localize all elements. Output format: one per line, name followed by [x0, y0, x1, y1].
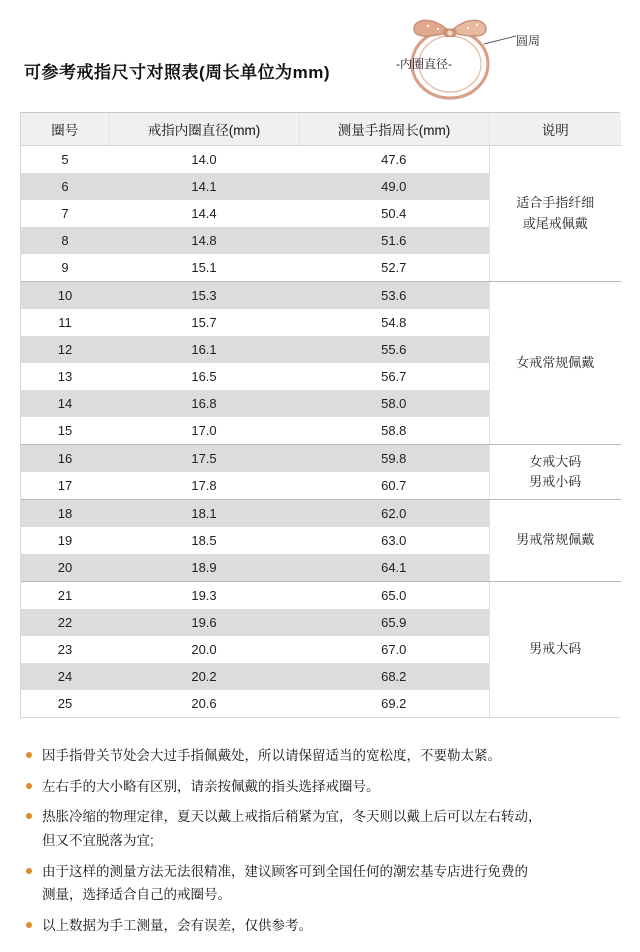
table-row [21, 282, 621, 310]
cell-circumference: 56.7 [299, 363, 489, 390]
group-note-line1: 女戒大码 [529, 453, 582, 469]
cell-diameter: 15.7 [109, 309, 299, 336]
cell-diameter: 15.3 [109, 282, 299, 310]
cell-circumference: 65.9 [299, 609, 489, 636]
cell-circumference: 60.7 [299, 472, 489, 500]
footnote-line1: 热胀冷缩的物理定律，夏天以戴上戒指后稍紧为宜，冬天则以戴上后可以左右转动， [42, 809, 542, 825]
footnote-line1: 由于这样的测量方法无法很精准，建议顾客可到全国任何的潮宏基专店进行免费的 [42, 863, 528, 879]
cell-diameter: 19.3 [109, 582, 299, 610]
cell-circumference: 58.0 [299, 390, 489, 417]
group-note-line1: 男戒大码 [529, 641, 582, 657]
col-header-diameter: 戒指内圈直径(mm) [109, 113, 299, 146]
table-row [21, 445, 621, 473]
cell-diameter: 18.1 [109, 500, 299, 528]
cell-diameter: 17.0 [109, 417, 299, 445]
group-note-line1: 适合手指纤细 [516, 195, 595, 211]
footnote-item [26, 914, 614, 938]
group-note-line2: 或尾戒佩戴 [522, 215, 588, 231]
cell-circumference: 51.6 [299, 227, 489, 254]
cell-size: 12 [21, 336, 109, 363]
table-row [21, 500, 621, 528]
cell-size: 17 [21, 472, 109, 500]
header [0, 0, 640, 112]
callout-inner-diameter: -内圈直径- [396, 57, 452, 71]
cell-size: 9 [21, 254, 109, 282]
cell-diameter: 17.8 [109, 472, 299, 500]
cell-circumference: 67.0 [299, 636, 489, 663]
callout-circumference: 圆周 [516, 34, 541, 48]
footnote-line2: 但又不宜脱落为宜; [42, 832, 154, 848]
table-row [21, 582, 621, 610]
cell-group-note [489, 445, 621, 500]
cell-diameter: 14.4 [109, 200, 299, 227]
cell-circumference: 62.0 [299, 500, 489, 528]
footnote-item [26, 805, 614, 852]
cell-circumference: 54.8 [299, 309, 489, 336]
cell-diameter: 17.5 [109, 445, 299, 473]
cell-size: 14 [21, 390, 109, 417]
cell-circumference: 55.6 [299, 336, 489, 363]
cell-circumference: 58.8 [299, 417, 489, 445]
cell-size: 7 [21, 200, 109, 227]
cell-size: 24 [21, 663, 109, 690]
bullet-icon [26, 752, 32, 758]
footnote-item [26, 775, 614, 799]
cell-circumference: 49.0 [299, 173, 489, 200]
cell-group-note [489, 146, 621, 282]
cell-circumference: 63.0 [299, 527, 489, 554]
ring-bow-icon [380, 2, 540, 106]
cell-size: 19 [21, 527, 109, 554]
cell-size: 25 [21, 690, 109, 717]
cell-size: 5 [21, 146, 109, 174]
cell-size: 18 [21, 500, 109, 528]
cell-diameter: 16.1 [109, 336, 299, 363]
cell-circumference: 68.2 [299, 663, 489, 690]
cell-diameter: 18.5 [109, 527, 299, 554]
cell-diameter: 18.9 [109, 554, 299, 582]
bullet-icon [26, 813, 32, 819]
cell-size: 8 [21, 227, 109, 254]
cell-diameter: 16.8 [109, 390, 299, 417]
cell-size: 16 [21, 445, 109, 473]
col-header-size: 圈号 [21, 113, 109, 146]
bullet-icon [26, 868, 32, 874]
group-note-line1: 女戒常规佩戴 [516, 354, 595, 370]
footnote-line1: 因手指骨关节处会大过手指佩戴处，所以请保留适当的宽松度，不要勒太紧。 [42, 748, 501, 763]
cell-group-note [489, 282, 621, 445]
cell-size: 20 [21, 554, 109, 582]
cell-group-note [489, 500, 621, 582]
footnotes [26, 744, 614, 937]
cell-size: 23 [21, 636, 109, 663]
table-row [21, 146, 621, 174]
footnote-item [26, 744, 614, 768]
bullet-icon [26, 783, 32, 789]
cell-diameter: 19.6 [109, 609, 299, 636]
cell-diameter: 15.1 [109, 254, 299, 282]
group-note-line1: 男戒常规佩戴 [516, 532, 595, 548]
cell-diameter: 14.0 [109, 146, 299, 174]
cell-diameter: 20.6 [109, 690, 299, 717]
cell-circumference: 53.6 [299, 282, 489, 310]
cell-circumference: 69.2 [299, 690, 489, 717]
cell-circumference: 65.0 [299, 582, 489, 610]
cell-size: 10 [21, 282, 109, 310]
cell-circumference: 50.4 [299, 200, 489, 227]
footnote-line1: 以上数据为手工测量，会有误差，仅供参考。 [42, 917, 312, 933]
cell-size: 6 [21, 173, 109, 200]
ring-size-table [21, 113, 621, 717]
bullet-icon [26, 922, 32, 928]
col-header-note: 说明 [489, 113, 621, 146]
cell-size: 21 [21, 582, 109, 610]
cell-diameter: 14.1 [109, 173, 299, 200]
cell-diameter: 20.2 [109, 663, 299, 690]
col-header-circumference: 测量手指周长(mm) [299, 113, 489, 146]
cell-size: 11 [21, 309, 109, 336]
size-table-wrap [20, 112, 620, 718]
cell-circumference: 59.8 [299, 445, 489, 473]
cell-circumference: 52.7 [299, 254, 489, 282]
cell-diameter: 14.8 [109, 227, 299, 254]
cell-diameter: 16.5 [109, 363, 299, 390]
cell-circumference: 64.1 [299, 554, 489, 582]
cell-circumference: 47.6 [299, 146, 489, 174]
cell-size: 22 [21, 609, 109, 636]
footnote-item [26, 860, 614, 907]
group-note-line2: 男戒小码 [529, 474, 582, 489]
cell-group-note [489, 582, 621, 718]
table-header-row [21, 113, 621, 146]
cell-size: 13 [21, 363, 109, 390]
footnote-line2: 测量，选择适合自己的戒圈号。 [42, 887, 231, 903]
page-title: 可参考戒指尺寸对照表(周长单位为mm) [24, 63, 331, 82]
cell-diameter: 20.0 [109, 636, 299, 663]
footnote-line1: 左右手的大小略有区别，请亲按佩戴的指头选择戒圈号。 [42, 778, 380, 794]
cell-size: 15 [21, 417, 109, 445]
